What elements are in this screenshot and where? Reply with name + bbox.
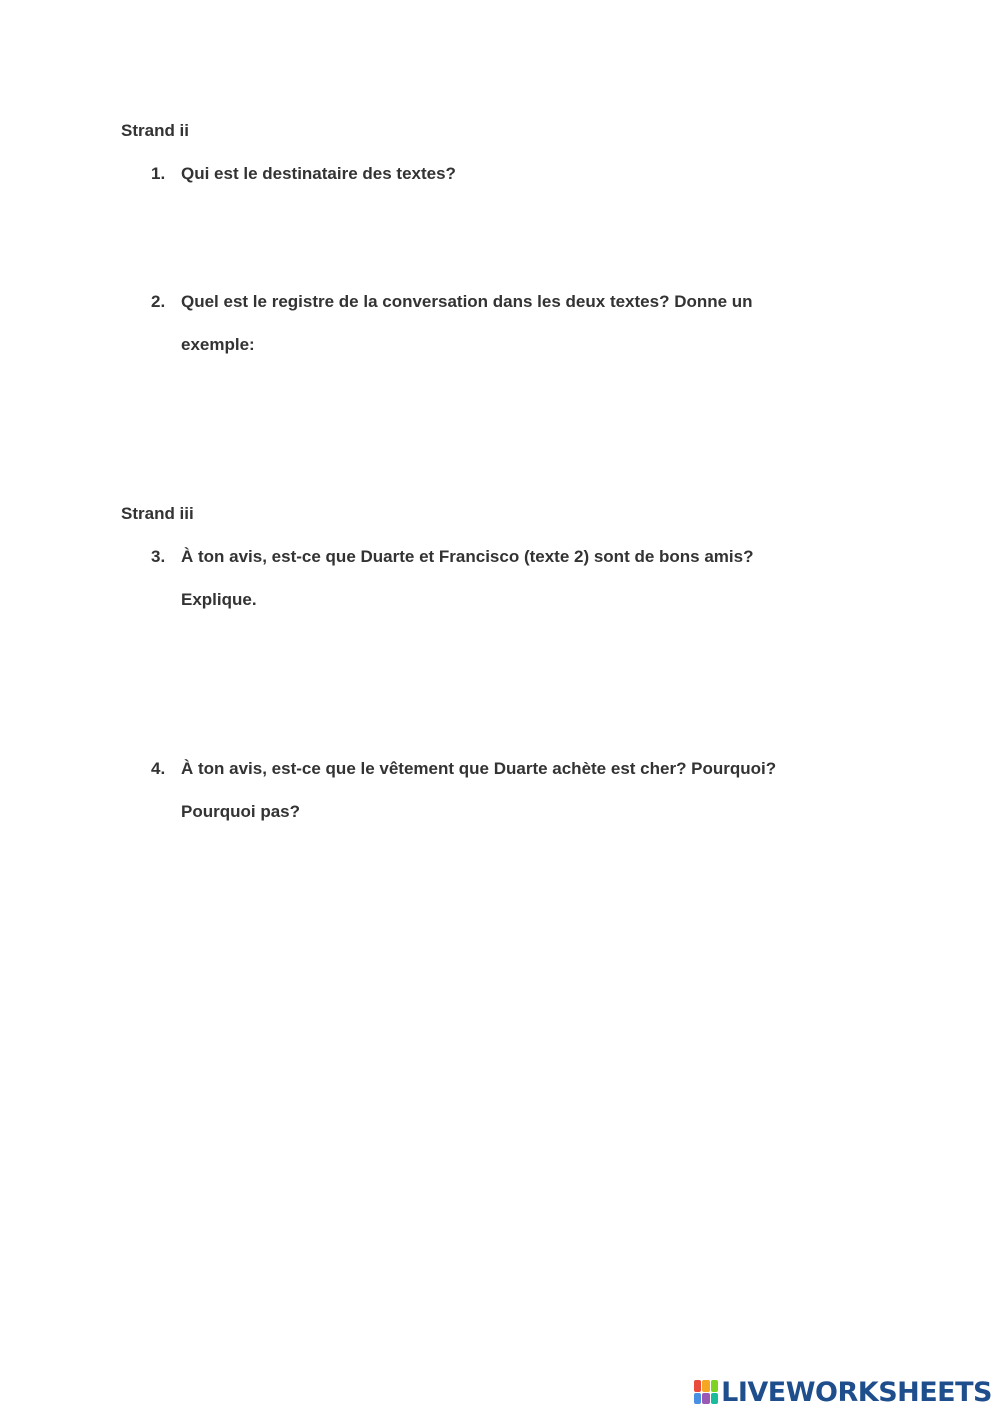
- section-heading-strand-ii: Strand ii: [121, 121, 190, 140]
- question-2: [151, 292, 851, 362]
- question-number: 1.: [151, 164, 166, 183]
- question-text: À ton avis, est-ce que Duarte et Francisco (texte 2) sont de bons amis?: [181, 547, 754, 566]
- question-text-continued: Pourquoi pas?: [181, 802, 300, 821]
- question-text-continued: exemple:: [181, 335, 255, 354]
- question-3: [151, 547, 851, 617]
- question-text: Qui est le destinataire des textes?: [181, 164, 456, 183]
- liveworksheets-logo-text: LIVEWORKSHEETS: [721, 1376, 992, 1408]
- question-4: [151, 759, 851, 829]
- question-text-continued: Explique.: [181, 590, 257, 609]
- liveworksheets-logo-icon: [694, 1380, 718, 1404]
- question-text: À ton avis, est-ce que le vêtement que Duarte achète est cher? Pourquoi?: [181, 759, 777, 778]
- question-number: 2.: [151, 292, 166, 311]
- liveworksheets-logo: [694, 1377, 992, 1407]
- section-heading-strand-iii: Strand iii: [121, 504, 194, 523]
- question-number: 3.: [151, 547, 166, 566]
- question-1: [151, 164, 851, 188]
- question-number: 4.: [151, 759, 166, 778]
- question-text: Quel est le registre de la conversation dans les deux textes? Donne un: [181, 292, 753, 311]
